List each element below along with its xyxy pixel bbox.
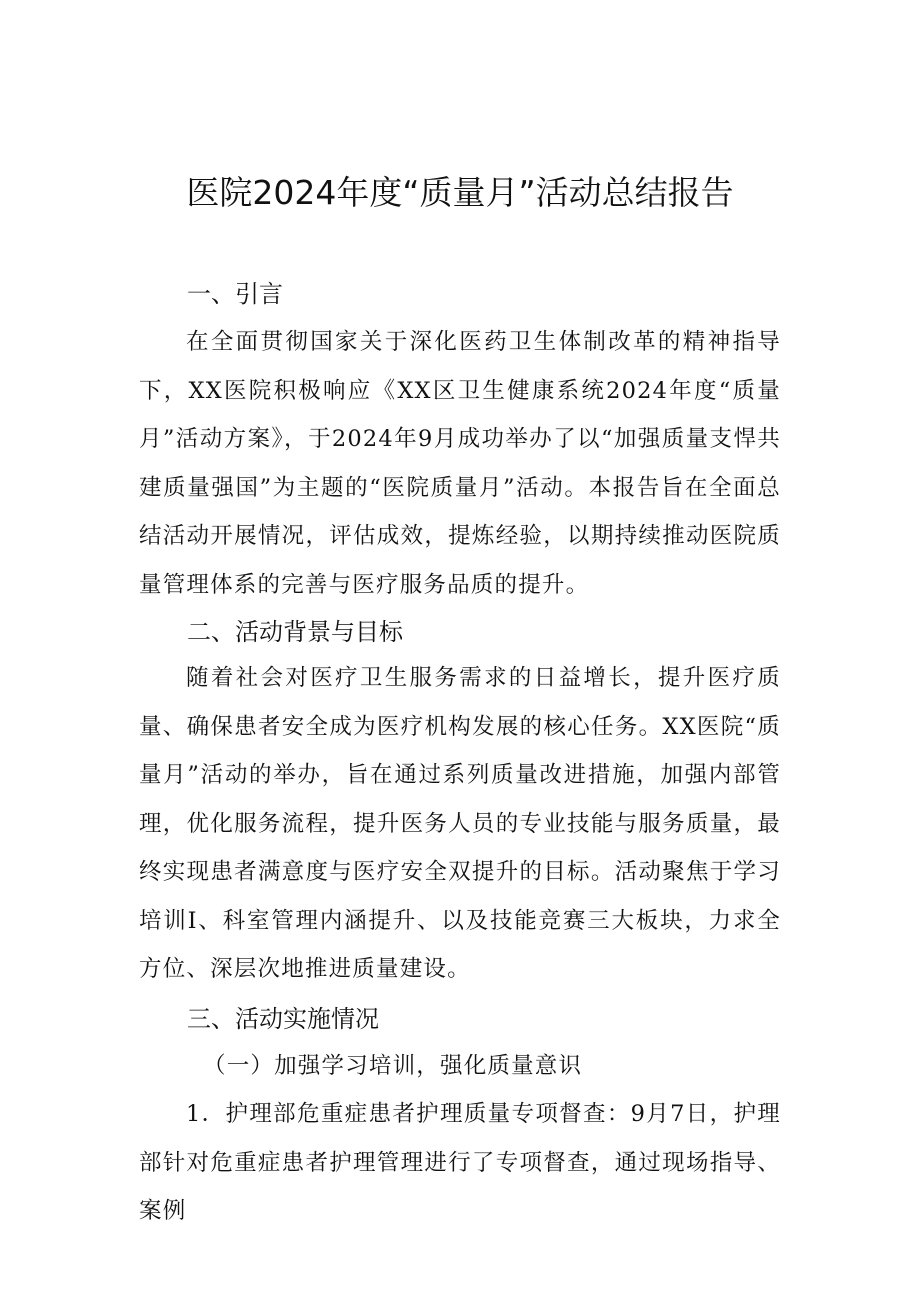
document-title: 医院2024年度“质量月”活动总结报告 (186, 173, 734, 212)
subsection-heading-training: （一）加强学习培训，强化质量意识 (203, 1053, 583, 1079)
paragraph-background: 随着社会对医疗卫生服务需求的日益增长，提升医疗质量、确保患者安全成为医疗机构发展的核心任务。XX医院“质量月”活动的举办，旨在通过系列质量改进措施，加强内部管理，优化服务流程，提升医务人员的专业技能与服务质量，最终实现患者满意度与医疗安全双提升的目标。活动聚焦于学习培训I、科室管理内涵提升、以及技能竞赛三大板块，力求全方位、深层次地推进质量建设。 (139, 665, 781, 982)
paragraph-implementation: 1．护理部危重症患者护理质量专项督查：9月7日，护理部针对危重症患者护理管理进行了专项督查，通过现场指导、案例 (139, 1101, 781, 1224)
section-heading-background: 二、活动背景与目标 (187, 618, 403, 646)
section-heading-implementation: 三、活动实施情况 (187, 1005, 379, 1033)
paragraph-introduction: 在全面贯彻国家关于深化医药卫生体制改革的精神指导下，XX医院积极响应《XX区卫生健康系统2024年度“质量月”活动方案》，于2024年9月成功举办了以“加强质量支悍共建质量强国”为主题的“医院质量月”活动。本报告旨在全面总结活动开展情况，评估成效，提炼经验，以期持续推动医院质量管理体系的完善与医疗服务品质的提升。 (139, 329, 781, 598)
section-heading-introduction: 一、引言 (187, 280, 283, 308)
